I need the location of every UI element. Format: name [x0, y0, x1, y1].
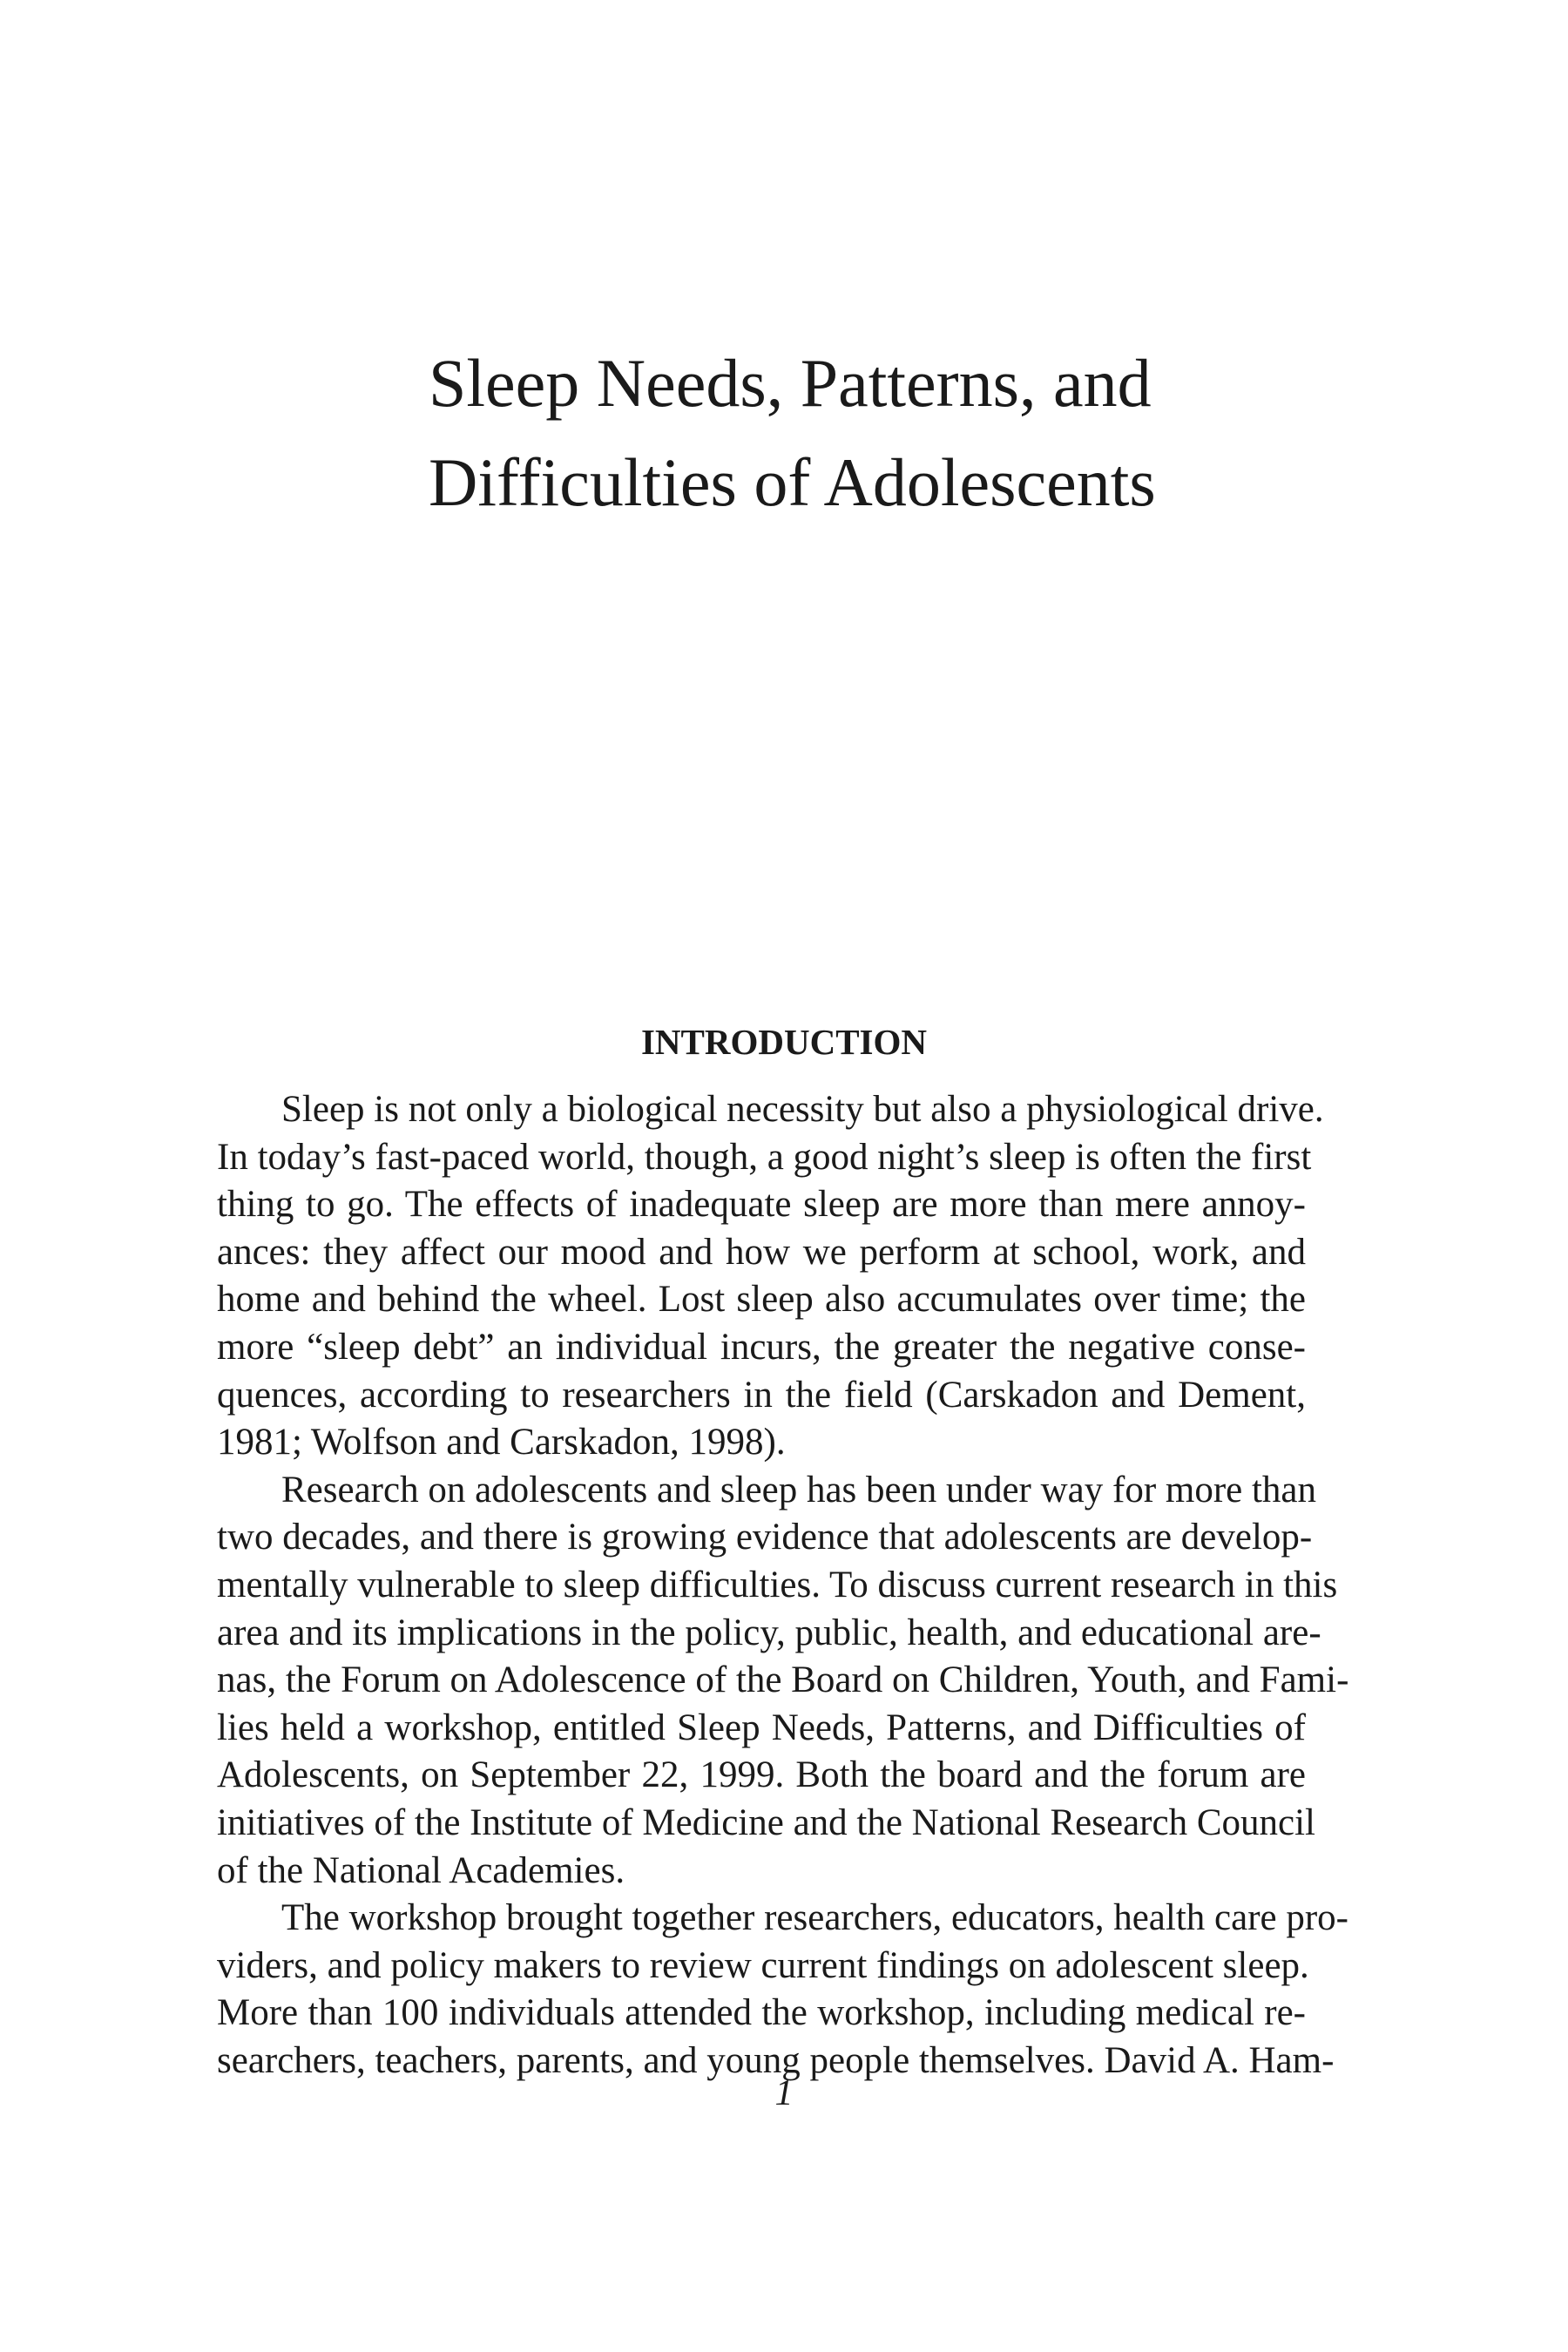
- body-text: [217, 1086, 1349, 2085]
- text-line: initiatives of the Institute of Medicine and the National Research Council: [217, 1801, 1315, 1843]
- text-line: ances: they affect our mood and how we perform at school, work, and: [217, 1231, 1306, 1273]
- text-line: More than 100 individuals attended the workshop, including medical re-: [217, 1992, 1306, 2034]
- document-title: [429, 334, 1213, 532]
- text-line: home and behind the wheel. Lost sleep also accumulates over time; the: [217, 1279, 1306, 1321]
- text-line: area and its implications in the policy, public, health, and educational are-: [217, 1612, 1321, 1653]
- text-line: two decades, and there is growing evidence that adolescents are develop-: [217, 1517, 1313, 1558]
- text-line: searchers, teachers, parents, and young people themselves. David A. Ham-: [217, 2039, 1335, 2081]
- section-heading: INTRODUCTION: [640, 1022, 928, 1062]
- title-line-2: Difficulties of Adolescents: [429, 444, 1156, 520]
- text-line: Sleep is not only a biological necessity but also a physiological drive.: [281, 1089, 1324, 1130]
- title-line-1: Sleep Needs, Patterns, and: [429, 345, 1152, 421]
- text-line: Adolescents, on September 22, 1999. Both the board and the forum are: [217, 1754, 1306, 1796]
- paragraph: [217, 1086, 1324, 1467]
- text-line: mentally vulnerable to sleep difficulties. To discuss current research in this: [217, 1564, 1338, 1605]
- paragraph: [217, 1895, 1348, 2085]
- page-number: 1: [774, 2073, 794, 2113]
- text-line: more “sleep debt” an individual incurs, the greater the negative conse-: [217, 1326, 1306, 1368]
- text-line: In today’s fast-paced world, though, a good night’s sleep is often the first: [217, 1136, 1312, 1178]
- text-line: The workshop brought together researchers, educators, health care pro-: [281, 1897, 1348, 1939]
- paragraph: [217, 1467, 1349, 1895]
- text-line: nas, the Forum on Adolescence of the Board on Children, Youth, and Fami-: [217, 1659, 1349, 1701]
- text-line: quences, according to researchers in the field (Carskadon and Dement,: [217, 1374, 1306, 1416]
- text-line: 1981; Wolfson and Carskadon, 1998).: [217, 1422, 786, 1463]
- text-line: viders, and policy makers to review current findings on adolescent sleep.: [217, 1944, 1309, 1986]
- text-line: of the National Academies.: [217, 1849, 625, 1891]
- text-line: lies held a workshop, entitled Sleep Needs, Patterns, and Difficulties of: [217, 1707, 1306, 1748]
- text-line: Research on adolescents and sleep has been under way for more than: [281, 1469, 1317, 1511]
- text-line: thing to go. The effects of inadequate sleep are more than mere annoy-: [217, 1184, 1306, 1226]
